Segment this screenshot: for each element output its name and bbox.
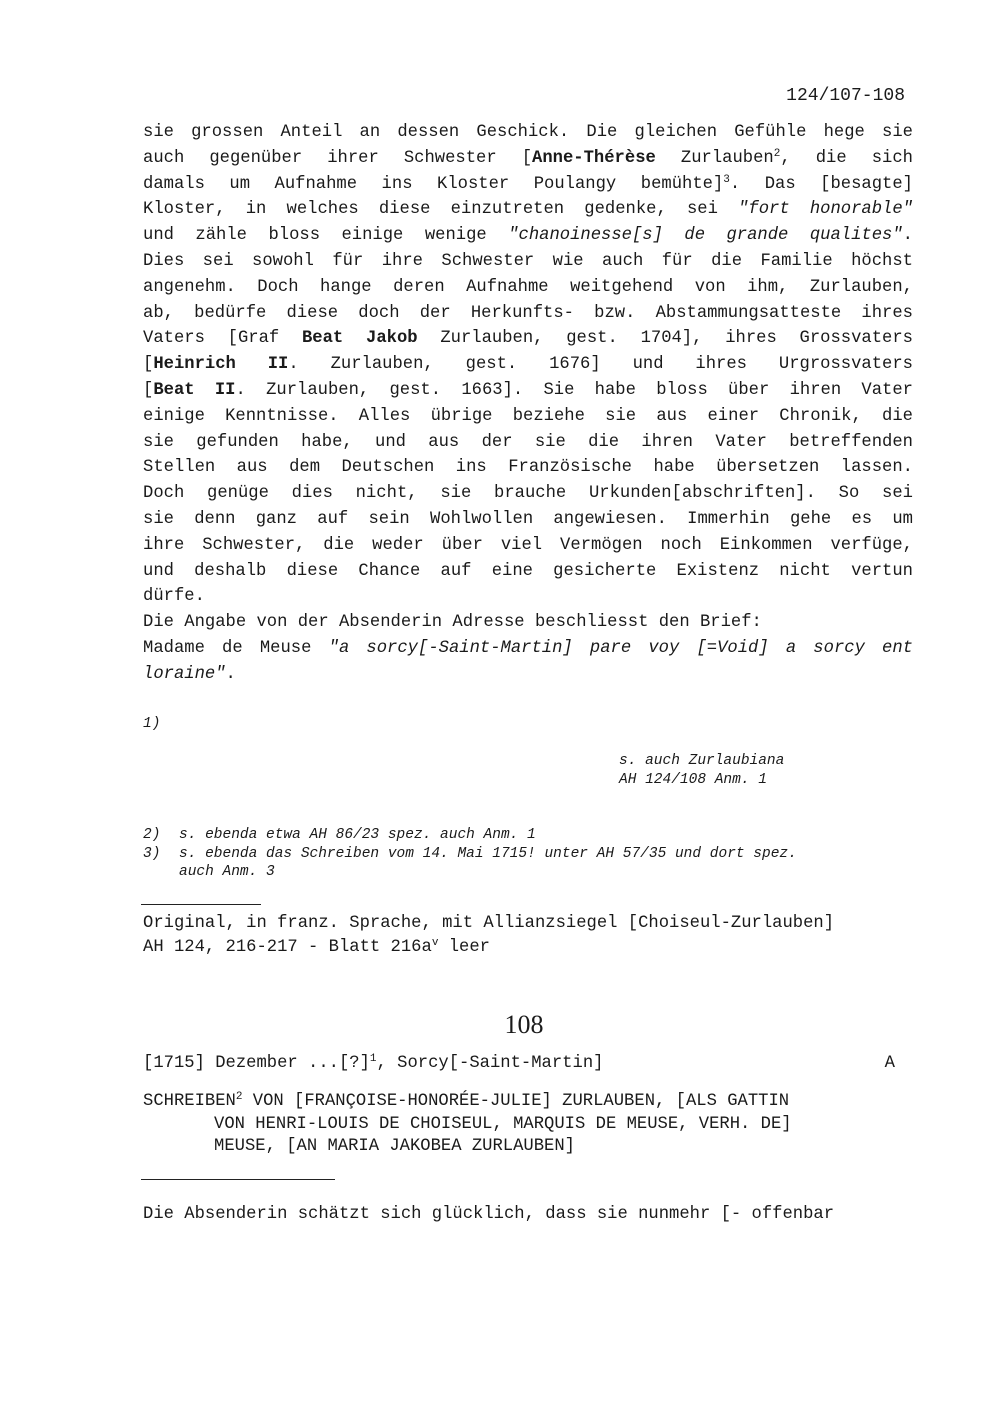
person-name: Heinrich II — [153, 355, 289, 375]
page-reference: 124/107-108 — [786, 86, 905, 106]
text-run: Dies sei sowohl für ihre Schwester wie auch für die Familie höchst — [143, 251, 913, 271]
quotation: "a sorcy[-Saint-Martin] pare voy [=Void] a sorcy ent — [328, 638, 913, 658]
body-line — [143, 249, 913, 275]
footnote-1-note-line: AH 124/108 Anm. 1 — [619, 772, 767, 788]
footnote-number: 2) — [143, 827, 161, 843]
source-note — [143, 912, 834, 960]
date-marker: A — [884, 1054, 895, 1073]
text-run: damals um Aufnahme ins Kloster Poulangy bemühte] — [143, 174, 724, 194]
footnote-text: s. ebenda etwa AH 86/23 spez. auch Anm. 1 — [179, 827, 536, 843]
text-run: und zähle bloss einige wenige — [143, 226, 509, 246]
text-run: ihre Schwester, die weder über viel Vermögen noch Einkommen verfüge, — [143, 535, 913, 555]
text-run: Madame de Meuse — [143, 638, 329, 658]
footnote-list — [143, 826, 913, 882]
heading-line — [143, 1091, 792, 1114]
body-line — [143, 326, 913, 352]
text-run: auch gegenüber ihrer Schwester [ — [143, 148, 533, 168]
date-place-line — [143, 1052, 895, 1076]
quotation: "fort honorable" — [738, 200, 913, 220]
document-number: 108 — [504, 1010, 544, 1039]
body-line — [143, 507, 913, 533]
body-line — [143, 533, 913, 559]
text-run: angenehm. Doch hange deren Aufnahme weitgehend von ihm, Zurlauben, — [143, 277, 913, 297]
text-run: Kloster, in welches diese einzutreten gedenke, sei — [143, 200, 739, 220]
text-run: Zurlauben, gest. 1704], ihres Grossvaters — [417, 329, 913, 349]
quotation: "chanoinesse[s] de grande qualites" — [508, 226, 903, 246]
heading-line: VON HENRI-LOUIS DE CHOISEUL, MARQUIS DE MEUSE, VERH. DE] — [214, 1114, 792, 1134]
footnote-number: 3) — [143, 845, 161, 862]
text-run: Doch genüge dies nicht, sie brauche Urkunden[abschriften]. So sei — [143, 484, 913, 504]
footnote-text: s. ebenda das Schreiben vom 14. Mai 1715! unter AH 57/35 und dort spez. auch Anm. 3 — [179, 845, 797, 880]
heading-text: VON [FRANÇOISE-HONORÉE-JULIE] ZURLAUBEN, [ALS GATTIN — [242, 1092, 790, 1111]
text-run: [ — [143, 380, 154, 400]
source-ref: AH 124, 216-217 - Blatt 216a — [143, 938, 432, 957]
text-run: ab, bedürfe diese doch der Herkunfts- bzw. Abstammungsatteste ihres — [143, 303, 913, 323]
person-name: Beat Jakob — [301, 329, 418, 349]
text-run: Zurlauben — [655, 148, 774, 168]
quotation: loraine" — [143, 664, 226, 684]
heading-line: MEUSE, [AN MARIA JAKOBEA ZURLAUBEN] — [214, 1137, 575, 1156]
body-line — [143, 223, 913, 249]
source-line — [143, 936, 834, 960]
date-superscript: 1 — [369, 1053, 377, 1065]
text-run: dürfe. — [143, 587, 205, 607]
heading-text: SCHREIBEN — [143, 1092, 236, 1111]
text-run: und deshalb diese Chance auf eine gesicherte Existenz nicht vertun — [143, 561, 913, 581]
body-line — [143, 481, 913, 507]
body-line — [143, 275, 913, 301]
body-line — [143, 455, 913, 481]
person-name: Anne-Thérèse — [532, 148, 656, 168]
text-run: [ — [143, 355, 154, 375]
footnote-3 — [143, 845, 913, 882]
text-run: . Zurlauben, gest. 1663]. Sie habe bloss über ihren Vater — [235, 380, 913, 400]
footnote-1-note-line: s. auch Zurlaubiana — [619, 753, 785, 769]
footnote-ref: 2 — [773, 147, 781, 160]
body-text — [143, 120, 913, 688]
footnote-divider — [141, 904, 261, 905]
body-line — [143, 610, 913, 636]
body-line — [143, 352, 913, 378]
source-superscript: v — [431, 937, 439, 949]
body-line — [143, 378, 913, 404]
text-run: Stellen aus dem Deutschen ins Französische habe übersetzen lassen. — [143, 458, 913, 478]
text-run: sie grossen Anteil an dessen Geschick. Die gleichen Gefühle hege sie — [143, 123, 913, 142]
person-name: Beat II — [153, 380, 236, 400]
body-line — [143, 120, 913, 146]
body-line — [143, 404, 913, 430]
body-line — [143, 430, 913, 456]
footnote-1-note — [619, 752, 784, 790]
body-line — [143, 584, 913, 610]
text-run: sie gefunden habe, und aus der sie die ihren Vater betreffenden — [143, 432, 913, 452]
body-line — [143, 146, 913, 172]
body-line — [143, 662, 913, 688]
next-paragraph: Die Absenderin schätzt sich glücklich, dass sie nunmehr [- offenbar — [143, 1205, 835, 1224]
footnote-1-label: 1) — [143, 716, 161, 732]
text-run: . — [902, 226, 913, 246]
body-line — [143, 301, 913, 327]
body-line — [143, 172, 913, 198]
text-run: . Zurlauben, gest. 1676] und ihres Urgrossvaters — [288, 355, 913, 375]
heading-divider — [141, 1179, 335, 1180]
document-heading — [143, 1091, 792, 1159]
text-run: Die Angabe von der Absenderin Adresse beschliesst den Brief: — [143, 613, 762, 633]
body-line — [143, 197, 913, 223]
text-run: sie denn ganz auf sein Wohlwollen angewiesen. Immerhin gehe es um — [143, 509, 913, 529]
text-run: einige Kenntnisse. Alles übrige beziehe sie aus einer Chronik, die — [143, 406, 913, 426]
body-line — [143, 559, 913, 585]
place-text: , Sorcy[-Saint-Martin] — [376, 1054, 604, 1073]
source-line: Original, in franz. Sprache, mit Allianzsiegel [Choiseul-Zurlauben] — [143, 914, 835, 933]
footnote-ref: 3 — [723, 173, 730, 186]
date-place — [143, 1052, 603, 1076]
date-text: [1715] Dezember ...[?] — [143, 1054, 370, 1073]
text-run: . — [225, 664, 236, 684]
body-line — [143, 636, 913, 662]
text-run: , die sich — [780, 148, 913, 168]
text-run: Vaters [Graf — [143, 329, 302, 349]
footnote-2 — [143, 826, 913, 845]
source-ref-tail: leer — [438, 938, 490, 957]
heading-superscript: 2 — [235, 1091, 243, 1103]
text-run: . Das [besagte] — [729, 174, 913, 194]
